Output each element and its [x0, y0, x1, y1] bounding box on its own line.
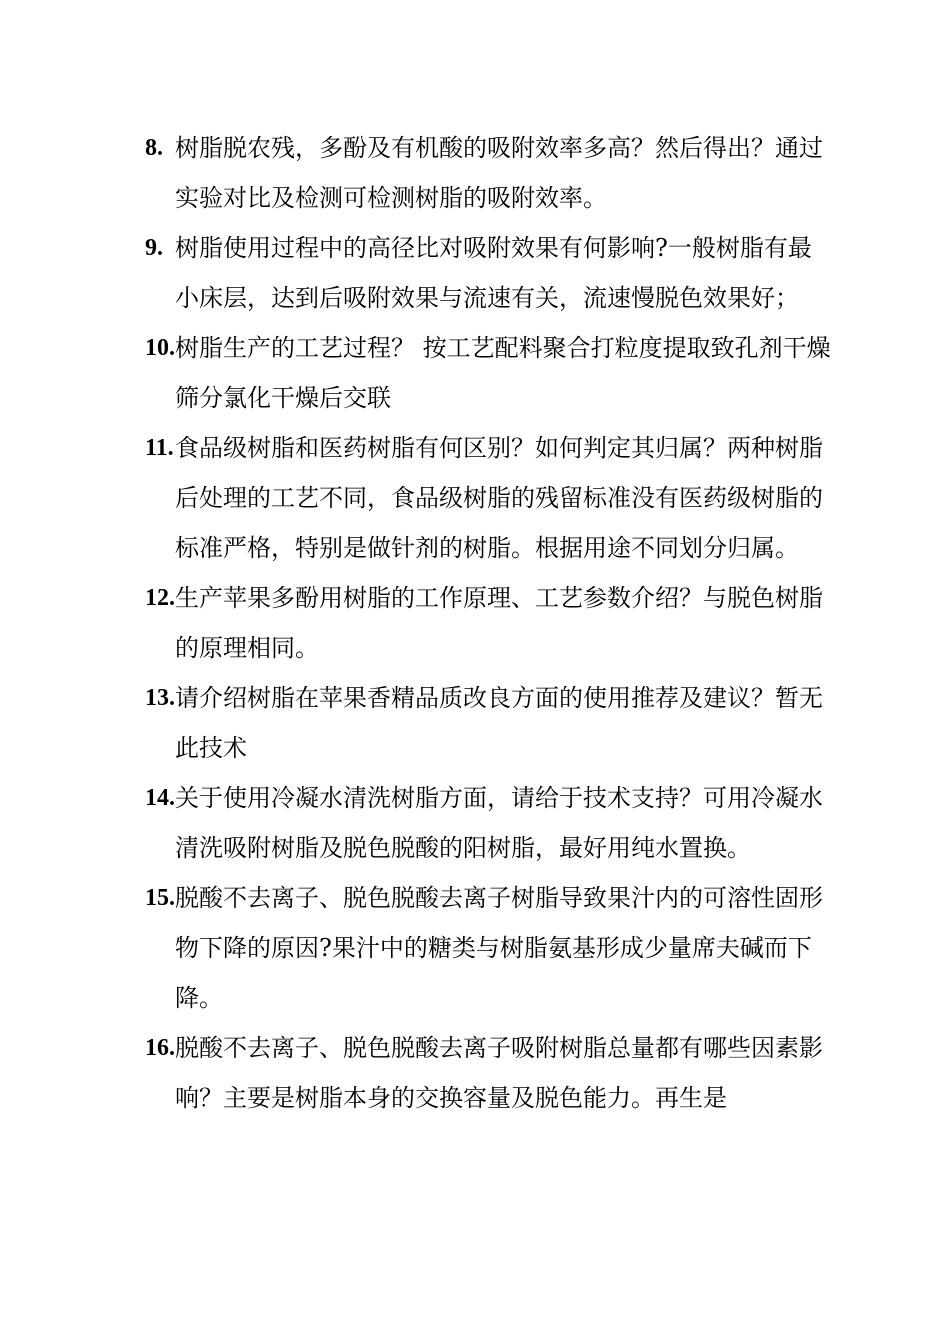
qa-item-11 [145, 423, 835, 573]
question-text: 树脂使用过程中的高径比对吸附效果有何影响? [175, 234, 668, 262]
answer-text: 两种树脂后处理的工艺不同，食品级树脂的残留标准没有医药级树脂的标准严格，特别是做针剂的树脂。根据用途不同划分归属。 [175, 434, 823, 562]
item-number: 9. [145, 235, 163, 261]
question-text: 脱酸不去离子、脱色脱酸去离子树脂导致果汁内的可溶性固形物下降的原因? [175, 884, 823, 962]
answer-text: 按工艺配料聚合打粒度提取致孔剂干燥筛分氯化干燥后交联 [175, 334, 831, 412]
answer-text: 一般树脂有最小床层，达到后吸附效果与流速有关，流速慢脱色效果好； [175, 234, 812, 312]
qa-item-12 [145, 573, 835, 673]
item-number: 10. [145, 335, 175, 361]
item-number: 16. [145, 1035, 175, 1061]
item-number: 15. [145, 885, 175, 911]
question-text: 生产苹果多酚用树脂的工作原理、工艺参数介绍？ [175, 584, 703, 612]
qa-item-16 [145, 1023, 835, 1123]
question-text: 树脂生产的工艺过程？ [175, 334, 415, 362]
qa-item-9 [145, 223, 835, 323]
qa-item-15 [145, 873, 835, 1023]
question-text: 树脂脱农残，多酚及有机酸的吸附效率多高？然后得出？ [175, 134, 775, 162]
item-number: 13. [145, 685, 175, 711]
qa-item-13 [145, 673, 835, 773]
answer-text: 与脱色树脂的原理相同。 [175, 584, 823, 662]
answer-text: 暂无此技术 [175, 684, 823, 762]
question-text: 请介绍树脂在苹果香精品质改良方面的使用推荐及建议？ [175, 684, 775, 712]
item-number: 12. [145, 585, 175, 611]
answer-text: 通过实验对比及检测可检测树脂的吸附效率。 [175, 134, 823, 212]
qa-item-10 [145, 323, 835, 423]
answer-text: 可用冷凝水清洗吸附树脂及脱色脱酸的阳树脂，最好用纯水置换。 [175, 784, 823, 862]
qa-item-8 [145, 123, 835, 223]
question-text: 脱酸不去离子、脱色脱酸去离子吸附树脂总量都有哪些因素影响？ [175, 1034, 823, 1112]
item-number: 11. [145, 435, 174, 461]
question-text: 食品级树脂和医药树脂有何区别？如何判定其归属？ [175, 434, 727, 462]
qa-item-14 [145, 773, 835, 873]
question-text: 关于使用冷凝水清洗树脂方面，请给于技术支持？ [175, 784, 703, 812]
document-body [145, 123, 835, 1123]
answer-text: 主要是树脂本身的交换容量及脱色能力。再生是 [223, 1084, 727, 1112]
item-number: 8. [145, 135, 163, 161]
answer-text: 果汁中的糖类与树脂氨基形成少量席夫碱而下降。 [175, 934, 812, 1012]
item-number: 14. [145, 785, 175, 811]
